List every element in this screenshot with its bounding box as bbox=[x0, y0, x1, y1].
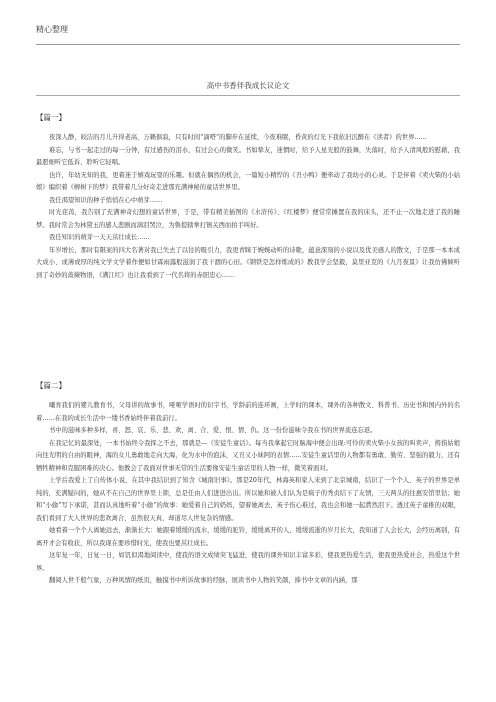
paragraph: 我任渴望知识的种子悄悄在心中萌芽…… bbox=[49, 196, 163, 204]
header-divider bbox=[36, 44, 460, 45]
title-divider bbox=[36, 95, 460, 96]
paragraph: 这年复一年，日复一日，如饥似渴地阅读中，使我的语文成绩突飞猛进，使我的课外知识丰富多彩，使我更热爱生活，使我更热爱社会，热爱这个世界。 bbox=[36, 552, 460, 572]
section-heading: 【篇二】 bbox=[36, 381, 66, 390]
paragraph: 夜深人静，皎洁的月儿升得老高，万籁俱寂，只有时间“滴嗒”的脚步在延续，今夜难眠，昏黄的灯光下我依旧沉醉在《读者》的世界…… bbox=[49, 134, 427, 141]
paragraph: 难忘，与书一起走过的每一分钟，有过感伤的泪水，有过会心的微笑。书如挚友，迷惘时，给予人星光般的鼓舞，失落时，给予人清风般的慰藉，我最愿细听它低诉、聆听它轻唱。 bbox=[36, 146, 460, 166]
paragraph: 她看着一个个人离她远去，渐渐长大：她跟着缓缓的流水，缓缓的驼铃，缓缓离开的人，缓缓流逝的岁月长大，我知道了人会长大，会经历离别，有离开才会有收获，所以我现在要珍惜时光，使我也要茁壮成长。 bbox=[36, 527, 460, 547]
section-one bbox=[36, 112, 460, 282]
paragraph: 在我记忆的最深处，一本书始终令我挥之不去，那就是—《安徒生童话》。每当我拿起它时脑海中便会出现:可怜的卖火柴小女孩的叫卖声，拇指姑娘向往光明的自由的眼神，海的女儿勇敢地走向大海，化为水中的泡沫，又丑又小妹阿的表情……安徒生童话里的人物都有勇敢、勤劳、坚强的毅力，还有牺牲精神和克服困难的决心。他教会了我面对世事无常的生活要像安徒生童话里的人物一样，微笑着面对。 bbox=[36, 439, 460, 472]
paragraph: 也许，年幼无知的我，更着迷于嬉戏玩耍的乐趣。但就在偶然的机会，一篇短小精悍的《丑小鸭》便牵动了我幼小的心灵。于是伴着《卖火柴的小姑娘》编织着《柳树下的梦》我带着几分好奇走进那充满神秘的童话世界里。 bbox=[36, 171, 460, 191]
paragraph: 曦育我们的婴儿教育书，父母讲的故事书，哑哑学语时的识字书，学龄前的连环画，上学时的课本，课外的各种散文、科普书、历史书和国内外的名着……在我的成长生活中一缕书香始终伴着我前行。 bbox=[36, 402, 460, 422]
paragraph: 翻阅人世千般气象，万种风情的纸页，触摸书中所诉故事的经脉，展读书中人物的笑颜，捧书中文章的内涵，那 bbox=[49, 577, 358, 584]
page-header-label: 精心整理 bbox=[36, 25, 68, 34]
paragraph: 我任知识的萌芽一天天茁壮成长…… bbox=[49, 234, 150, 241]
section-two bbox=[36, 380, 460, 588]
paragraph: 书中的滋味多种多样，喜、怒、哀、乐、悲、欢、离、合、爱、恨、情、仇。这一份份滋味令我在书的世界流连忘返。 bbox=[49, 427, 377, 434]
document-title: 高中书香伴我成长议论文 bbox=[206, 81, 290, 90]
paragraph: 年岁增长，那时有限案的四大名著对我已失去了以往的吸引力，我更青睐于婉婉动听的诗歌，蕴意深刻的小说以及优美感人的散文，于是那一本本成大成小、或薄或厚的纯文学文学着作便如甘霖雨露般滋润了我干涸的心田。《钢铁是怎样炼成的》教我学会坚毅，莫里亚克的《九月夜景》让我仿佛倾听到了奇妙的蔷薇物语，《满江红》也让我看到了一代名将的赤胆忠心…… bbox=[36, 246, 460, 279]
paragraph: 时光荏苒，我告别了充满神奇幻想的童话世界，于是，带有精美插图的《水浒传》、《红楼梦》便常常摊置在我的床头，还不止一次地走进了我的睡梦。我时常会为林黛玉的感人悲剧而滴泪哭泣，为鲁提辖拳打镇关西而拍手叫好。 bbox=[36, 209, 460, 229]
section-heading: 【篇一】 bbox=[36, 113, 66, 122]
paragraph: 上学后我爱上了自传体小说，在其中我结识到了知含《城南旧事》。那是20年代，林海英和家人来到了北京城南，结识了一个个人、英子的世界是单纯的，充满疑问的，她从不在自己的世界里上锁，总是任由人们进进出出。所以她和被人们认为是疯子的秀贞结下了友情，三天两头的往惠安馆里钻；她和“小偷”写下承诺，甚而认真地听着“小偷”的故事：她爱着自己的奶妈，望着她离去，英子伤心难过，我也会和她一起潸然泪下。透过英子童稚的双眼，我们看到了大人世界的悲欢离合，虽然很天真，却道尽人世复杂的情感。 bbox=[36, 477, 460, 522]
